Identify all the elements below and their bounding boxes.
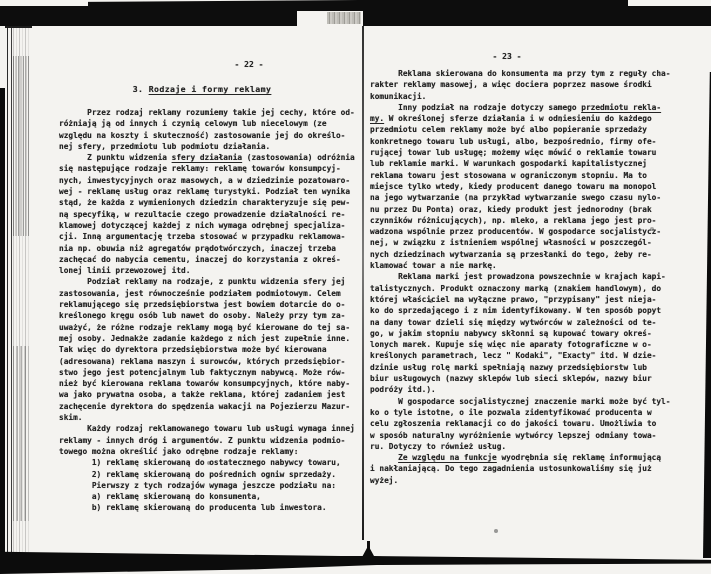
text-line: miejsce tylko wtedy, kiedy producent danego towaru ma monopol <box>370 181 657 191</box>
text-line: na jego wytwarzanie (na przykład wytwarzanie swego czasu nylo- <box>370 193 662 203</box>
book-page-edges-strip <box>5 26 32 556</box>
text-line: lonych marek. Kupuje się więc nie aparaty fotograficzne w o- <box>370 340 652 350</box>
scan-spine-notch <box>297 11 363 26</box>
page-number-left: - 22 - <box>234 60 264 69</box>
text-line: nu przez Du Ponta) oraz, kiedy produkt jest jednorodny (brak <box>370 204 652 214</box>
text-line: zachęcać do nabycia cementu, inaczej do korzystania z okreś- <box>59 254 341 264</box>
text-line: Każdy rodzaj reklamowanego towaru lub usługi wymaga innej <box>59 424 355 434</box>
text-line: dzinie usług rolę marki spełniają nazwy przedsiębiorstw lub <box>370 362 647 372</box>
text-line: Inny podział na rodzaje dotyczy samego przedmiotu rekla- <box>370 102 662 112</box>
text-line: Tak więc do dyrektora przedsiębiorstwa może być kierowana <box>59 345 327 355</box>
text-line: której właściciel ma wyłączne prawo, "przypisany" jest nieja- <box>370 294 657 304</box>
text-line: przedmiotu celem reklamy może być albo popieranie sprzedaży <box>370 125 647 135</box>
page-text-right <box>370 68 670 486</box>
text-line: na dany towar dzieli się między wytwórców w zależności od te- <box>370 317 657 327</box>
text-line: wadzona wspólnie przez producentów. W gospodarce socjalistycz- <box>370 227 662 237</box>
scan-right-edge-bar <box>703 72 711 558</box>
text-line: a) reklamę skierowaną do konsumenta, <box>59 492 261 502</box>
text-line: stąd, że każda z wymienionych dziedzin charakteryzuje się pew- <box>59 198 351 208</box>
text-line: się następujące rodzaje reklamy: reklamę towarów konsumpcyj- <box>59 164 341 174</box>
text-line: Reklama marki jest prowadzona powszechnie w krajach kapi- <box>370 272 666 282</box>
chapter-heading-title: Rodzaje i formy reklamy <box>148 84 272 94</box>
page-text-left <box>59 107 355 514</box>
text-line: Przez rodzaj reklamy rozumiemy takie jej cechy, które od- <box>59 108 355 117</box>
text-line: towego można określić jako odrębne rodzaje reklamy: <box>59 446 299 456</box>
text-line: zastosowania, jest równocześnie podziałem podmiotowym. Celem <box>59 288 341 298</box>
text-line: w sposób naturalny wyróżnienie wytwórcy lepszej odmiany towa- <box>370 430 657 440</box>
text-line: b) reklamę skierowaną do producenta lub inwestora. <box>59 503 327 513</box>
text-line: ną specyfiką, w rezultacie czego prowadzenie działalności re- <box>59 209 346 219</box>
text-line: nej sfery, przedmiotu lub podmiotu działania. <box>59 141 271 151</box>
text-line: konkretnego towaru lub usługi, albo, bezpośrednio, firmy ofe- <box>370 136 657 146</box>
text-line: czynników różnicujących), np. mleko, a reklama jego jest pro- <box>370 215 657 225</box>
text-line: cji. Inną argumentację trzeba stosować w przypadku reklamowa- <box>59 232 346 242</box>
text-line: wej - reklamę usług oraz reklamę turystyki. Podział ten wynika <box>59 187 351 197</box>
text-line: (adresowana) reklama maszyn i surowców, których przedsiębior- <box>59 356 346 366</box>
text-line: rakter reklamy masowej, a więc dociera poprzez masowe środki <box>370 80 652 90</box>
text-line: Ze względu na funkcje wyodrębnia się reklamę informującą <box>398 453 662 463</box>
text-line: nych, inwestycyjnych oraz masowych, a w dziedzinie pozatowaro- <box>59 175 351 185</box>
text-line: mej osoby. Jednakże zadanie każdego z nich jest zupełnie inne. <box>59 333 351 343</box>
book-gutter-line <box>362 26 364 540</box>
text-line: Pierwszy z tych rodzajów wymaga jeszcze podziału na: <box>59 480 336 490</box>
scan-top-edge-bar <box>0 6 711 26</box>
text-line: talistycznych. Produkt oznaczony marką (znakiem handlowym), do <box>370 283 662 293</box>
text-line: go, w jakim stopniu nabywcy skłonni są kupować towary okreś- <box>370 328 652 338</box>
text-line: biur usługowych (nazwy sklepów lub sieci sklepów, nazwy biur <box>370 374 652 384</box>
text-line: reklama towaru jest stosowana w ograniczonym stopniu. Ma to <box>370 170 647 180</box>
text-line: ko do sprzedającego i z nim identyfikowany. W ten sposób popyt <box>370 306 662 316</box>
page-edge-texture-patch <box>13 56 29 236</box>
text-line: nej, w związku z istnieniem wspólnej własności w poszczegól- <box>370 238 652 248</box>
text-line: celu zgłoszenia reklamacji co do jakości towaru. Umożliwia to <box>370 419 657 429</box>
page-number-right: - 23 - <box>492 52 522 61</box>
page-edge-texture-patch <box>13 346 29 521</box>
page-edge-line <box>7 28 8 554</box>
chapter-heading <box>133 84 272 94</box>
text-line: nież być kierowana reklama towarów konsumpcyjnych, które naby- <box>59 379 351 389</box>
text-line: kreślonego kręgu osób lub nawet do osoby. Należy przy tym za- <box>59 311 346 321</box>
text-line: kreślonych parametrach, lecz " Kodaki", "Exacty" itd. W dzie- <box>370 351 657 361</box>
text-line: klamować towar a nie markę. <box>370 261 497 271</box>
text-line: Podział reklamy na rodzaje, z punktu widzenia sfery jej <box>59 277 346 287</box>
text-line: i nakłaniającą. Do tego zagadnienia ustosunkowaliśmy się już <box>370 464 652 474</box>
text-line: wyżej. <box>370 475 399 485</box>
text-line: podróży itd.). <box>370 385 436 395</box>
scan-speckles <box>0 0 2 2</box>
text-line: lonej linii przewozowej itd. <box>59 266 191 276</box>
text-line: nia np. obuwia niż agregatów prądotwórczych, inaczej trzeba <box>59 243 336 253</box>
text-line: lub reklamie marki. W warunkach gospodarki kapitalistycznej <box>370 159 647 169</box>
text-line: Reklama skierowana do konsumenta ma przy tym z reguły cha- <box>370 69 671 78</box>
text-line: ru. Dotyczy to również usług. <box>370 441 507 451</box>
text-line: zachęcenie dyrektora do spędzenia wakacji na Pojezierzu Mazur- <box>59 401 351 411</box>
text-line: uważyć, że różne rodzaje reklamy mogą być kierowane do tej sa- <box>59 322 351 332</box>
page-edge-line <box>11 28 12 552</box>
text-line: nych dziedzinach wytwarzania są przesłanki do tego, żeby re- <box>370 249 652 259</box>
text-line: Z punktu widzenia sfery działania (zastosowania) odróżnia <box>59 153 355 163</box>
text-line: różniają ją od innych i czynią celowym lub niecelowym (ze <box>59 119 327 129</box>
text-line: W gospodarce socjalistycznej znaczenie marki może być tyl- <box>370 396 671 406</box>
text-line: reklamy - innych dróg i argumentów. Z punktu widzenia podmio- <box>59 435 346 445</box>
text-line: rującej towar lub usługę; możemy więc mówić o reklamie towaru <box>370 148 657 158</box>
spine-smudge-texture <box>327 12 361 24</box>
scan-bottom-edge-bar <box>0 544 711 574</box>
text-line: 1) reklamę skierowaną do ostatecznego nabywcy towaru, <box>59 458 341 468</box>
text-line: klamowej dotyczącej każdej z nich wymaga odrębnej specjaliza- <box>59 220 346 230</box>
text-line: reklamującego się przedsiębiorstwa jest bowiem dotarcie do o- <box>59 300 346 310</box>
text-line: względu na koszty i skuteczność) zastosowanie jej do określo- <box>59 130 346 140</box>
text-line: komunikacji. <box>370 91 427 101</box>
text-line: wa jako prywatna osoba, a także reklama, której zadaniem jest <box>59 390 346 400</box>
text-line: 2) reklamę skierowaną do pośrednich ogniw sprzedaży. <box>59 469 336 479</box>
text-line: ko o tyle istotne, o ile pozwala zidentyfikować producenta w <box>370 407 652 417</box>
text-line: stwo jego jest potencjalnym lub faktycznym nabywcą. Może rów- <box>59 367 346 377</box>
text-line: my. W określonej sferze działania i w odniesieniu do każdego <box>370 114 652 124</box>
text-line: skim. <box>59 413 83 423</box>
chapter-heading-number: 3. <box>132 84 149 94</box>
